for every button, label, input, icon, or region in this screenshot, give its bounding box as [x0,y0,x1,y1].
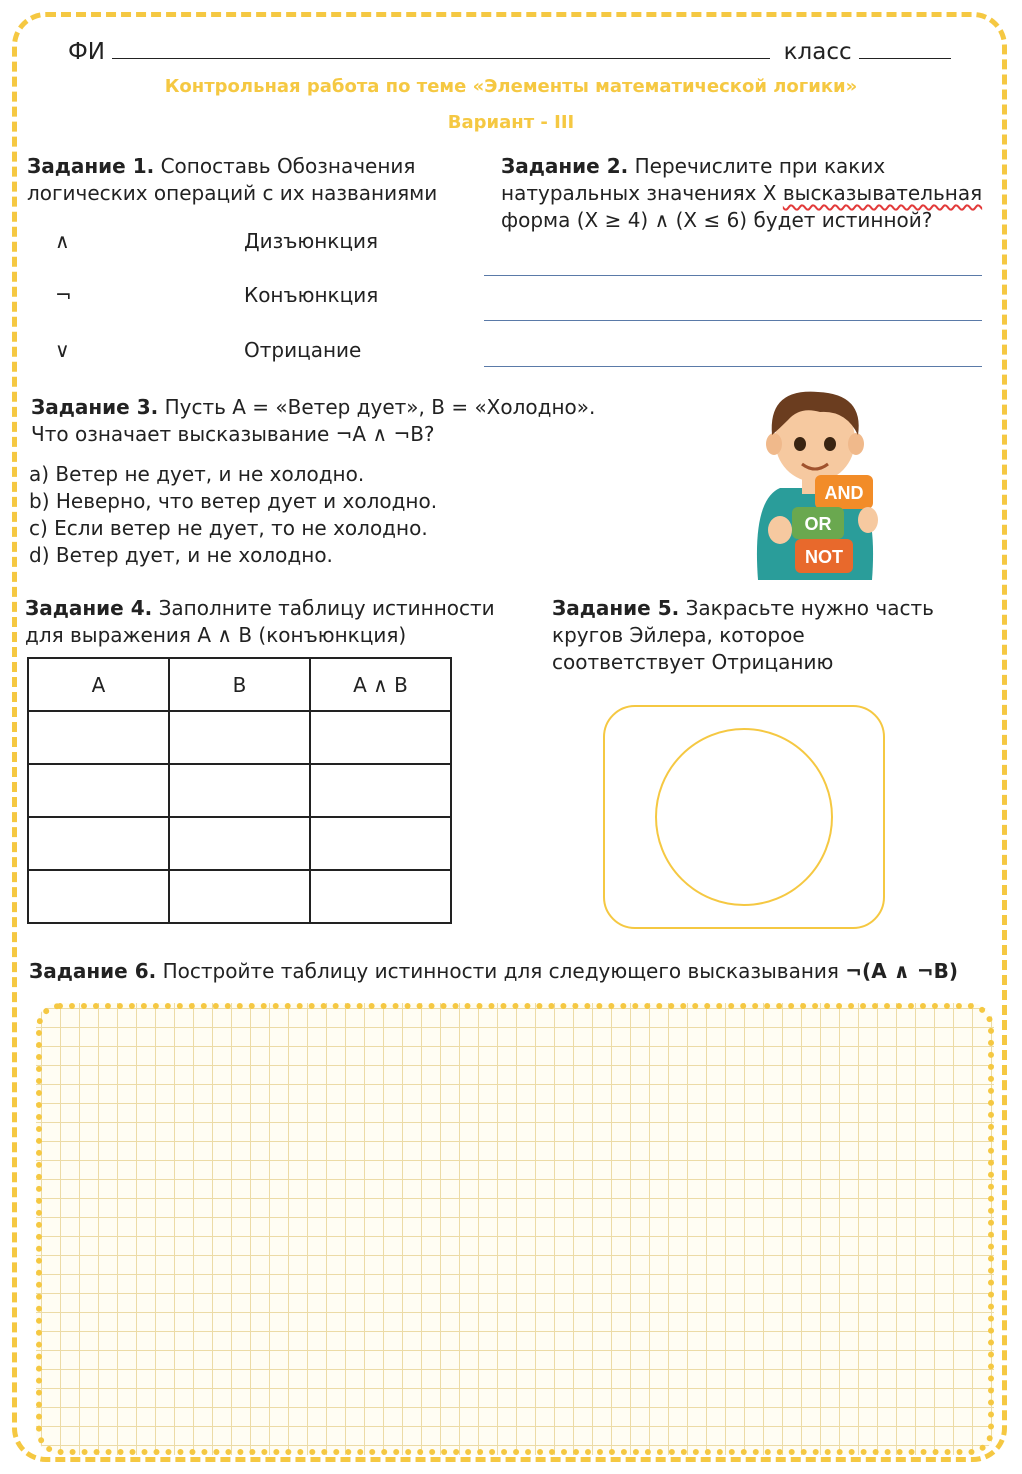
table-row [28,817,451,870]
task3-option: c) Если ветер не дует, то не холодно. [29,516,428,540]
hand-shape [858,507,878,533]
task1-name: Конъюнкция [244,283,379,307]
task6-heading: Задание 6. [29,959,157,983]
task5-line3: соответствует Отрицанию [552,650,834,674]
task1-name: Дизъюнкция [244,229,379,253]
euler-circle[interactable] [655,728,833,906]
and-block-label: AND [824,483,864,503]
table-cell[interactable] [169,764,310,817]
table-cell[interactable] [28,870,169,923]
table-cell[interactable] [310,764,451,817]
not-block-label: NOT [805,547,843,567]
task2-line1: Перечислите при каких [634,154,886,178]
ear-shape [766,433,782,455]
task6-text [29,958,1009,985]
task1-line2: логических операций с их названиями [27,181,438,205]
task3-line1: Пусть А = «Ветер дует», В = «Холодно». [164,395,596,419]
table-cell[interactable] [28,764,169,817]
task4-line1: Заполните таблицу истинности [158,596,495,620]
boy-illustration [740,380,890,585]
task5-heading: Задание 5. [552,596,680,620]
table-header-row [28,658,451,711]
task3-option: b) Неверно, что ветер дует и холодно. [29,489,438,513]
table-cell[interactable] [310,711,451,764]
grid-work-area[interactable] [36,1003,994,1455]
task5-line1: Закрасьте нужно часть [685,596,934,620]
eye-shape [794,437,806,451]
task3-option: d) Ветер дует, и не холодно. [29,543,333,567]
class-label: класс [783,39,852,65]
page-title: Контрольная работа по теме «Элементы математической логики» [164,76,858,97]
task5-line2: кругов Эйлера, которое [552,623,805,647]
task2-spellcheck-word: высказывательная [782,181,983,205]
table-cell[interactable] [169,870,310,923]
table-cell[interactable] [169,711,310,764]
or-block-label: OR [804,514,832,534]
task3-heading: Задание 3. [31,395,159,419]
task5-text [552,595,992,676]
task1-symbol: ∧ [55,229,70,253]
answer-line[interactable] [484,366,982,367]
table-cell[interactable] [28,711,169,764]
variant-label: Вариант - III [447,112,575,133]
name-label: ФИ [68,39,106,65]
task4-line2: для выражения А ∧ В (конъюнкция) [25,623,407,647]
task3-text [31,394,671,448]
table-cell[interactable] [310,817,451,870]
task4-heading: Задание 4. [25,596,153,620]
task1-symbol: ¬ [55,283,72,307]
table-row [28,764,451,817]
task2-heading: Задание 2. [501,154,629,178]
table-header-cell: В [169,658,310,711]
table-header-cell: А ∧ В [310,658,451,711]
table-row [28,870,451,923]
task1-name: Отрицание [244,338,362,362]
answer-line[interactable] [484,275,982,276]
ear-shape [848,433,864,455]
class-input-line[interactable] [859,36,951,59]
task2-text [501,153,1001,234]
answer-line[interactable] [484,320,982,321]
table-cell[interactable] [169,817,310,870]
table-cell[interactable] [310,870,451,923]
task4-text [25,595,525,649]
task1-text [27,153,487,207]
task2-line2: натуральных значениях Х [501,181,783,205]
task3-line2: Что означает высказывание ¬А ∧ ¬В? [31,422,435,446]
task1-line1: Сопоставь Обозначения [160,154,416,178]
task3-option: a) Ветер не дует, и не холодно. [29,462,365,486]
truth-table [27,657,452,924]
table-row [28,711,451,764]
table-header-cell: А [28,658,169,711]
task1-heading: Задание 1. [27,154,155,178]
task1-symbol: ∨ [55,338,70,362]
name-field [68,36,951,65]
task2-line3: форма (Х ≥ 4) ∧ (Х ≤ 6) будет истинной? [501,208,933,232]
name-input-line[interactable] [112,36,770,59]
table-cell[interactable] [28,817,169,870]
eye-shape [824,437,836,451]
task6-line: Постройте таблицу истинности для следующего высказывания [162,959,846,983]
hand-shape [768,516,792,544]
task6-expression: ¬(А ∧ ¬В) [845,959,958,983]
